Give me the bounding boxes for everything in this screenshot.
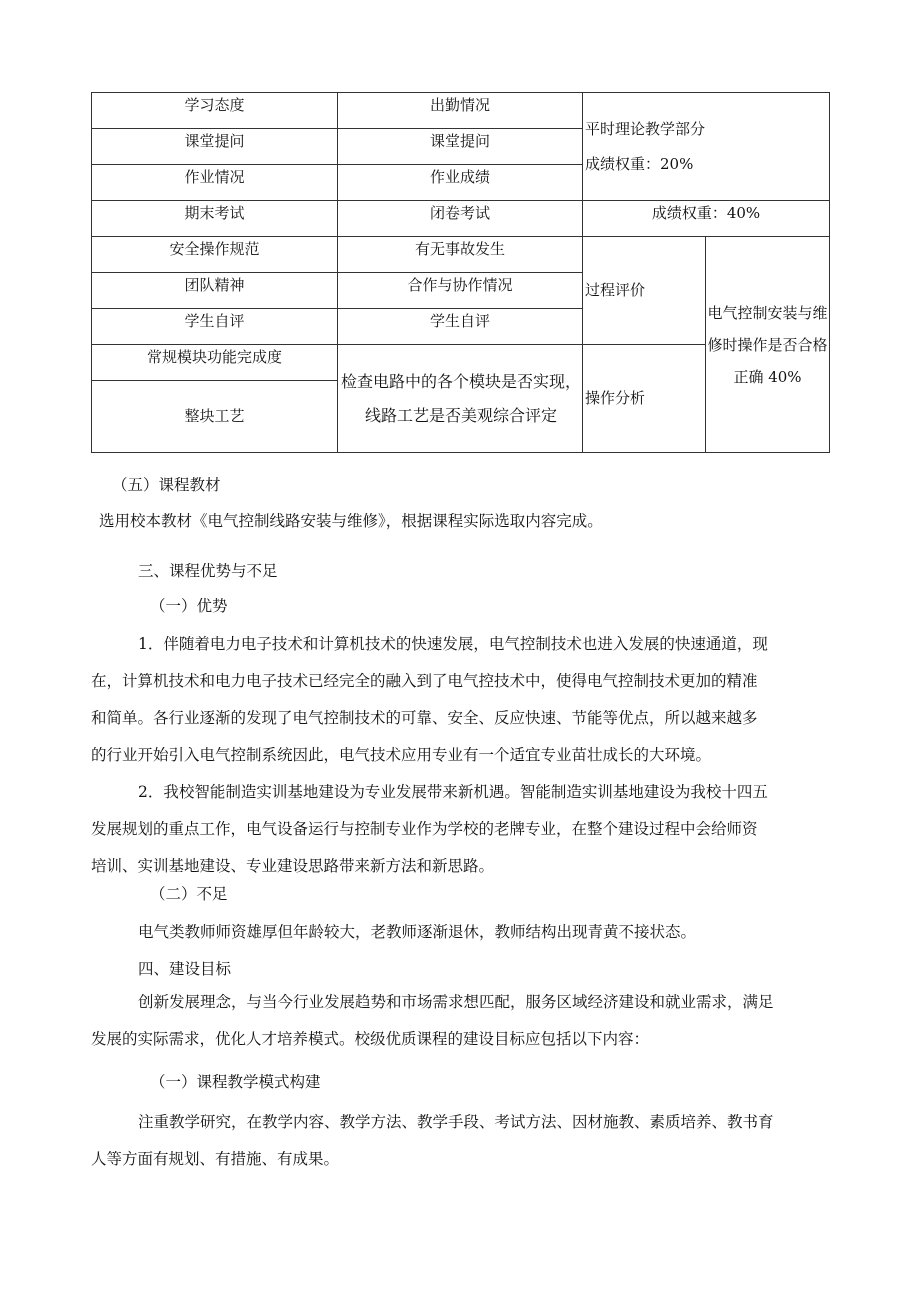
check-method-text: 检查电路中的各个模块是否实现，线路工艺是否美观综合评定 [340,371,581,425]
table-cell: 期末考试 [92,201,338,237]
theory-weight-cell [583,93,830,201]
theory-weight: 成绩权重：20% [585,154,694,173]
exam-weight-cell: 成绩权重：40% [583,201,830,237]
teaching-model-heading: （一）课程教学模式构建 [150,1073,321,1091]
table-cell: 学生自评 [338,309,583,345]
table-cell: 整块工艺 [92,381,338,453]
shortcomings-heading: （二）不足 [150,885,228,903]
operation-analysis-cell: 操作分析 [583,345,706,453]
textbook-body: 选用校本教材《电气控制线路安装与维修》，根据课程实际选取内容完成。 [99,512,603,530]
theory-label: 平时理论教学部分 [585,120,706,139]
table-cell: 学生自评 [92,309,338,345]
goals-paragraph: 创新发展理念，与当今行业发展趋势和市场需求想匹配，服务区域经济建设和就业需求，满足 发展的实际需求，优化人才培养模式。校级优质课程的建设目标应包括以下内容： [91,993,774,1048]
table-cell: 合作与协作情况 [338,273,583,309]
table-cell: 课堂提问 [92,129,338,165]
grading-table [91,92,830,453]
check-method-cell [338,345,583,453]
advantages-heading: （一）优势 [150,597,228,615]
table-cell: 作业情况 [92,165,338,201]
practice-weight-cell [706,237,830,453]
table-cell: 课堂提问 [338,129,583,165]
table-cell: 安全操作规范 [92,237,338,273]
teaching-model-paragraph: 注重教学研究，在教学内容、教学方法、教学手段、考试方法、因材施教、素质培养、教书育 人等方面有规划、有措施、有成果。 [91,1113,774,1168]
shortcomings-body: 电气类教师师资雄厚但年龄较大，老教师逐渐退休，教师结构出现青黄不接状态。 [138,923,697,941]
advantage-paragraph-1: 1．伴随着电力电子技术和计算机技术的快速发展，电气控制技术也进入发展的快速通道，现 在，计算机技术和电力电子技术已经完全的融入到了电气控技术中，使得电气控制技术更加的精准 和简单。各行业逐渐的发现了电气控制技术的可靠、安全、反应快速、节能等优点，所以越来越多 的行业开始引入电气控制系统因此，电气技术应用专业有一个适宜专业苗壮成长的大环境。 [91,635,768,764]
table-cell: 学习态度 [92,93,338,129]
table-cell: 有无事故发生 [338,237,583,273]
process-eval-cell: 过程评价 [583,237,706,345]
practice-weight-text: 电气控制安装与维修时操作是否合格正确 40% [707,303,828,386]
section3-heading: 三、课程优势与不足 [138,562,278,580]
table-cell: 团队精神 [92,273,338,309]
table-cell: 出勤情况 [338,93,583,129]
advantage-paragraph-2: 2．我校智能制造实训基地建设为专业发展带来新机遇。智能制造实训基地建设为我校十四五 发展规划的重点工作，电气设备运行与控制专业作为学校的老牌专业，在整个建设过程中会给师资 培训、实训基地建设、专业建设思路带来新方法和新思路。 [91,783,768,875]
table-cell: 常规模块功能完成度 [92,345,338,381]
table-cell: 作业成绩 [338,165,583,201]
table-cell: 闭卷考试 [338,201,583,237]
textbook-heading: （五）课程教材 [112,476,221,494]
section4-heading: 四、建设目标 [138,960,232,978]
